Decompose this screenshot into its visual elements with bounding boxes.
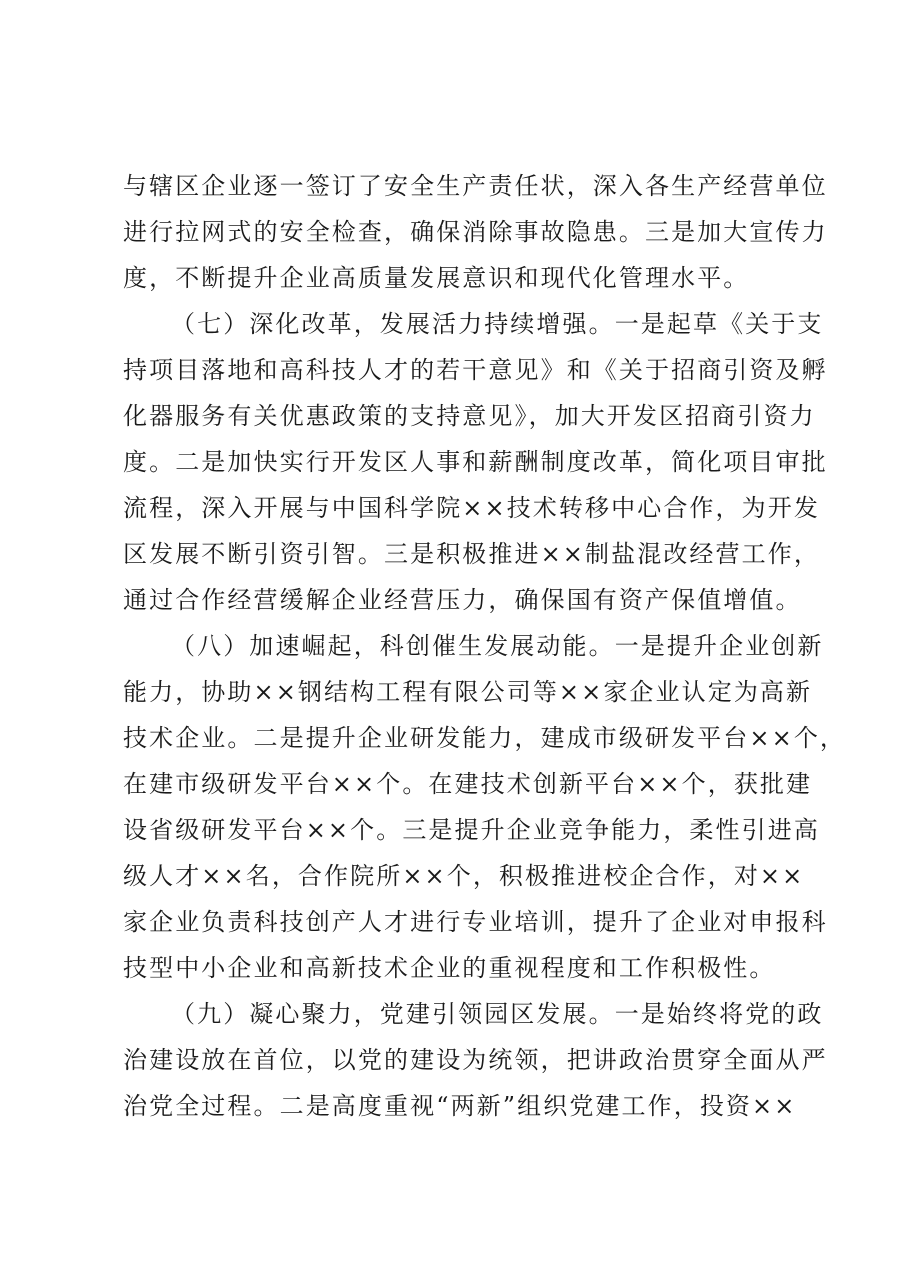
body-text-line: 流程，深入开展与中国科学院××技术转移中心合作，为开发 [123, 494, 820, 522]
body-text-line: 技术企业。二是提升企业研发能力，建成市级研发平台××个， [123, 724, 847, 752]
body-text-line: 治建设放在首位，以党的建设为统领，把讲政治贯穿全面从严 [123, 1046, 828, 1074]
body-text-line: 持项目落地和高科技人才的若干意见》和《关于招商引资及孵 [123, 356, 828, 384]
body-text-line: 能力，协助××钢结构工程有限公司等××家企业认定为高新 [123, 678, 813, 706]
body-text-line: 区发展不断引资引智。三是积极推进××制盐混改经营工作， [123, 540, 820, 568]
body-text-line: 设省级研发平台××个。三是提升企业竞争能力，柔性引进高 [123, 816, 820, 844]
body-text-line: 治党全过程。二是高度重视“两新”组织党建工作，投资×× [123, 1092, 797, 1120]
paragraph-heading-line: （八）加速崛起，科创催生发展动能。一是提升企业创新 [171, 632, 824, 660]
body-text-line: 进行拉网式的安全检查，确保消除事故隐患。三是加大宣传力 [123, 218, 828, 246]
body-text-line: 与辖区企业逐一签订了安全生产责任状，深入各生产经营单位 [123, 172, 828, 200]
body-text-line: 度。二是加快实行开发区人事和薪酬制度改革，简化项目审批 [123, 448, 828, 476]
body-text-line: 在建市级研发平台××个。在建技术创新平台××个，获批建 [123, 770, 813, 798]
body-text-line: 化器服务有关优惠政策的支持意见》，加大开发区招商引资力 [123, 402, 816, 430]
body-text-line: 级人才××名，合作院所××个，积极推进校企合作，对×× [123, 862, 805, 890]
body-text-line: 家企业负责科技创产人才进行专业培训，提升了企业对申报科 [123, 908, 828, 936]
paragraph-heading-line: （九）凝心聚力，党建引领园区发展。一是始终将党的政 [171, 1000, 824, 1028]
body-text-line: 通过合作经营缓解企业经营压力，确保国有资产保值增值。 [123, 586, 802, 614]
body-text-line: 度，不断提升企业高质量发展意识和现代化管理水平。 [123, 264, 750, 292]
body-text-line: 技型中小企业和高新技术企业的重视程度和工作积极性。 [123, 954, 776, 982]
paragraph-heading-line: （七）深化改革，发展活力持续增强。一是起草《关于支 [171, 310, 824, 338]
